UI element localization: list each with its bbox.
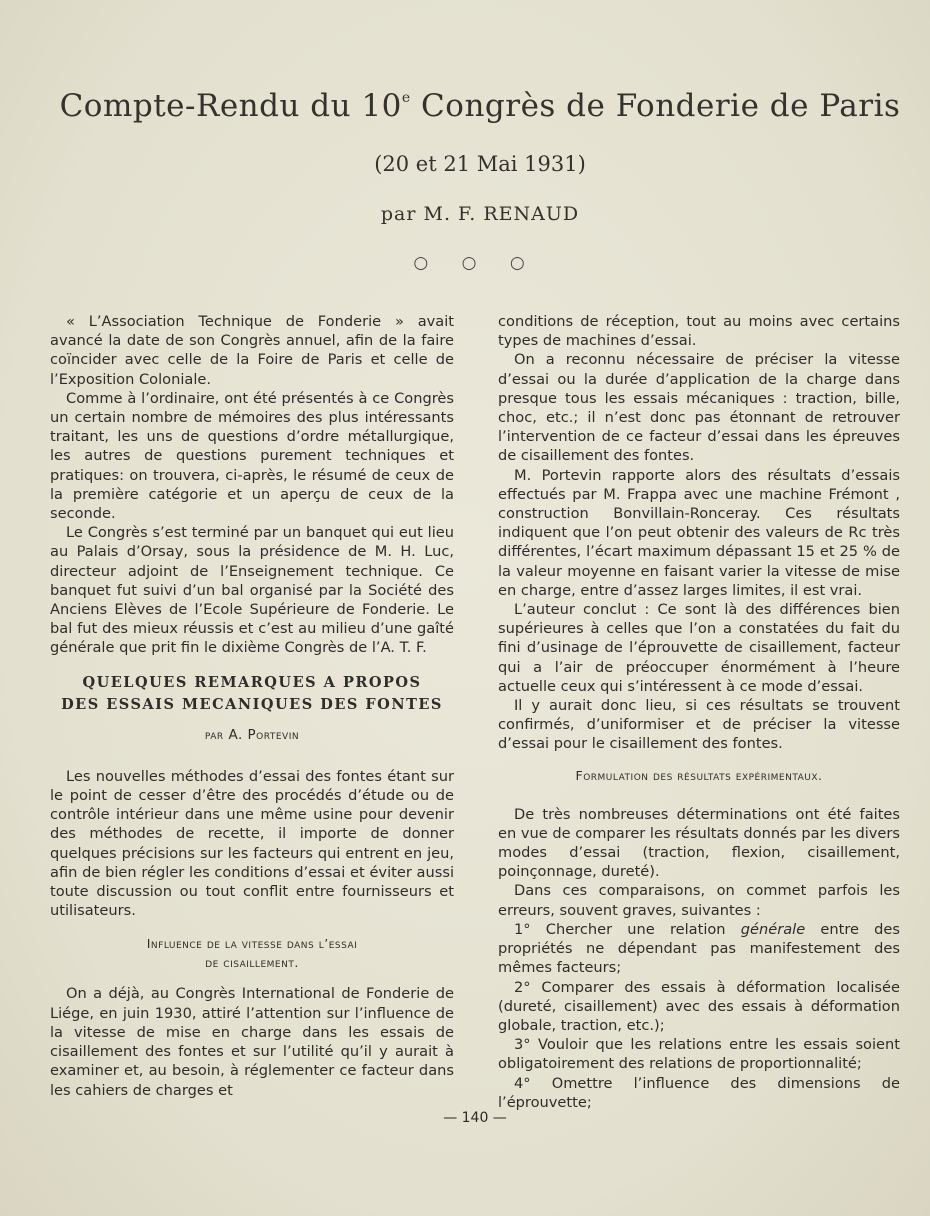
list-item-text: 1° Chercher une relation	[514, 920, 741, 938]
paragraph: Le Congrès s’est terminé par un banquet qui eut lieu au Palais d’Orsay, sous la présidence de M. H. Luc, directeur adjoint de l’Enseignement technique. Ce banquet fut suivi d’un bal organisé par la Société des Anciens Elèves de l’Ecole Supérieure de Fonderie. Le bal fut des mieux réussis et c’est au milieu d’une gaîté générale que prit fin le dixième Congrès de l’A. T. F.	[50, 524, 454, 657]
paragraph: Les nouvelles méthodes d’essai des fontes étant sur le point de cesser d’être des procédés d’étude ou de contrôle intérieur dans une même usine pour devenir des méthodes de recette, il importe de donner quelques précisions sur les facteurs qui entrent en jeu, afin de bien régler les conditions d’essai et éviter aussi toute discussion ou tout conflit entre fournisseurs et utilisateurs.	[50, 767, 454, 920]
title-superscript: e	[401, 90, 411, 106]
byline: par M. F. RENAUD	[380, 203, 580, 225]
paragraph: De très nombreuses déterminations ont été faites en vue de comparer les résultats donnés par les divers modes d’essai (traction, flexion, cisaillement, poinçonnage, dureté).	[498, 805, 900, 881]
list-item-text: entre des propriétés ne dépendant pas manifestement des mêmes facteurs;	[498, 920, 900, 977]
list-item: 4° Omettre l’influence des dimensions de l’éprouvette;	[498, 1074, 900, 1111]
dates-subtitle: (20 et 21 Mai 1931)	[374, 152, 586, 176]
left-column	[50, 312, 454, 1100]
paragraph: Dans ces comparaisons, on commet parfois les erreurs, souvent graves, suivantes :	[498, 882, 900, 919]
subsection-title: Formulation des résultats expérimentaux.	[575, 767, 823, 783]
section-title	[50, 672, 454, 716]
title-text-continued: Congrès de Fonderie de Paris	[410, 88, 901, 124]
paragraph: « L’Association Technique de Fonderie » avait avancé la date de son Congrès annuel, afin de la faire coïncider avec celle de la Foire de Paris et celle de l’Exposition Coloniale.	[50, 313, 454, 388]
subsection-title-line: de cisaillement.	[205, 955, 299, 971]
list-item: 2° Comparer des essais à déformation localisée (dureté, cisaillement) avec des essais à déformation globale, traction, etc.);	[498, 978, 900, 1034]
paragraph: conditions de réception, tout au moins avec certains types de machines d’essai.	[498, 313, 900, 350]
page-title	[40, 88, 920, 124]
right-column	[498, 312, 900, 1112]
page-number: — 140 —	[443, 1110, 507, 1126]
paragraph: Il y aurait donc lieu, si ces résultats se trouvent confirmés, d’uniformiser et de préciser la vitesse d’essai pour le cisaillement des fontes.	[498, 697, 900, 753]
subsection-title	[50, 934, 454, 972]
list-item: 3° Vouloir que les relations entre les essais soient obligatoirement des relations de proportionnalité;	[498, 1036, 900, 1073]
title-text: Compte-Rendu du 10	[59, 88, 402, 124]
section-author: par A. Portevin	[204, 726, 300, 743]
section-title-line: DES ESSAIS MECANIQUES DES FONTES	[61, 695, 443, 713]
paragraph: On a reconnu nécessaire de préciser la vitesse d’essai ou la durée d’application de la charge dans presque tous les essais mécaniques : traction, bille, choc, etc.; il n’est donc pas étonnant de retrouver l’intervention de ce facteur d’essai dans les épreuves de cisaillement des fontes.	[498, 351, 900, 465]
section-title-line: QUELQUES REMARQUES A PROPOS	[82, 673, 422, 691]
paragraph: On a déjà, au Congrès International de Fonderie de Liége, en juin 1930, attiré l’attention sur l’influence de la vitesse de mise en charge dans les essais de cisaillement des fontes et sur l’utilité qu’il y aurait à examiner et, au besoin, à réglementer ce facteur dans les cahiers de charges et	[50, 985, 454, 1099]
ornament-circles: ○ ○ ○	[413, 253, 539, 273]
subsection-title-line: Influence de la vitesse dans l’essai	[146, 936, 358, 952]
paragraph: Comme à l’ordinaire, ont été présentés à ce Congrès un certain nombre de mémoires des plus intéressants traitant, les uns de questions d’ordre métallurgique, les autres de questions purement techniques et pratiques: on trouvera, ci-après, le résumé de ceux de la première catégorie et un aperçu de ceux de la seconde.	[50, 389, 454, 523]
paragraph: M. Portevin rapporte alors des résultats d’essais effectués par M. Frappa avec une machine Frémont , construction Bonvillain-Ronceray. Ces résultats indiquent que l’on peut obtenir des valeurs de Rc très différentes, l’écart maximum dépassant 15 et 25 % de la valeur moyenne en faisant varier la vitesse de mise en charge, entre d’assez larges limites, il est vrai.	[498, 466, 900, 599]
paragraph: L’auteur conclut : Ce sont là des différences bien supérieures à celles que l’on a constatées du fait du fini d’usinage de l’éprouvette de cisaillement, facteur qui a l’air de préoccuper énormément à l’heure actuelle ceux qui s’intéressent à ce mode d’essai.	[498, 601, 900, 695]
list-item	[498, 920, 900, 978]
emphasized-word: générale	[740, 920, 806, 938]
